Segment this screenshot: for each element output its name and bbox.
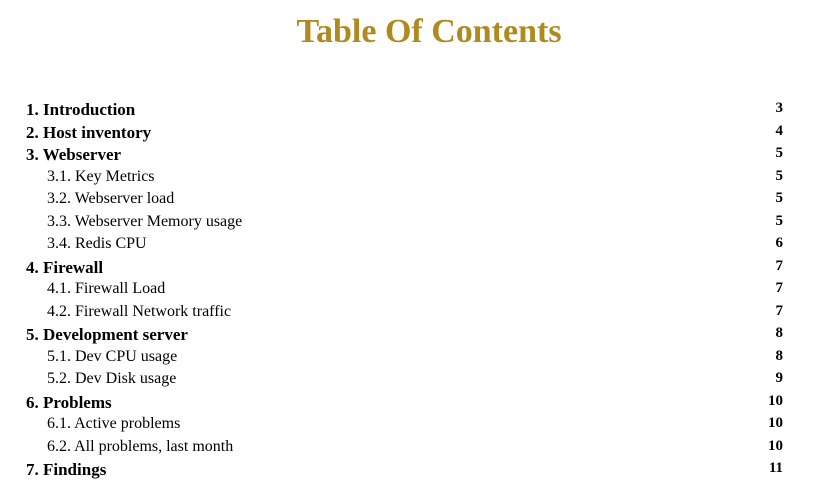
toc-entry-page-number: 6 (775, 235, 783, 251)
toc-entry-page-number: 5 (775, 190, 783, 206)
toc-entry-page-number: 7 (775, 280, 783, 296)
toc-list (0, 99, 830, 482)
toc-entry-page-number: 10 (768, 392, 783, 409)
toc-entry-page-number: 7 (775, 302, 783, 319)
toc-section-entry[interactable] (0, 392, 830, 415)
toc-entry-page-number: 5 (775, 145, 783, 161)
toc-subsection-entry[interactable] (0, 414, 830, 437)
toc-entry-page-number: 5 (775, 167, 783, 184)
toc-entry-page-number: 7 (775, 257, 783, 274)
toc-section-entry[interactable] (0, 122, 830, 145)
toc-entry-label[interactable]: 1. Introduction (26, 100, 136, 119)
toc-entry-page-number: 4 (775, 122, 783, 139)
toc-entry-label[interactable]: 4.2. Firewall Network traffic (47, 302, 232, 320)
toc-entry-page-number: 10 (768, 437, 783, 454)
toc-section-entry[interactable] (0, 257, 830, 280)
toc-entry-page-number: 11 (768, 460, 783, 476)
toc-subsection-entry[interactable] (0, 189, 830, 212)
toc-entry-label[interactable]: 5.1. Dev CPU usage (47, 347, 178, 365)
toc-subsection-entry[interactable] (0, 212, 830, 235)
toc-subsection-entry[interactable] (0, 347, 830, 370)
toc-section-entry[interactable] (0, 459, 830, 482)
page-title: Table Of Contents (296, 13, 562, 50)
toc-entry-label[interactable]: 3.2. Webserver load (47, 190, 175, 207)
toc-section-entry[interactable] (0, 144, 830, 167)
toc-entry-label[interactable]: 6. Problems (26, 392, 112, 412)
toc-section-entry[interactable] (0, 324, 830, 347)
toc-entry-label[interactable]: 2. Host inventory (26, 122, 152, 142)
toc-entry-page-number: 3 (775, 100, 783, 116)
toc-entry-label[interactable]: 4. Firewall (26, 257, 104, 277)
toc-entry-page-number: 8 (775, 347, 783, 364)
toc-subsection-entry[interactable] (0, 302, 830, 325)
toc-entry-label[interactable]: 6.2. All problems, last month (47, 437, 234, 455)
toc-entry-label[interactable]: 5.2. Dev Disk usage (47, 370, 177, 387)
toc-entry-label[interactable]: 4.1. Firewall Load (47, 280, 166, 297)
toc-subsection-entry[interactable] (0, 369, 830, 392)
toc-subsection-entry[interactable] (0, 167, 830, 190)
toc-section-entry[interactable] (0, 99, 830, 122)
toc-entry-label[interactable]: 5. Development server (26, 325, 188, 344)
toc-subsection-entry[interactable] (0, 234, 830, 257)
toc-entry-label[interactable]: 7. Findings (26, 460, 107, 479)
toc-entry-label[interactable]: 3.3. Webserver Memory usage (47, 212, 243, 230)
toc-entry-label[interactable]: 6.1. Active problems (47, 415, 181, 432)
toc-subsection-entry[interactable] (0, 437, 830, 460)
toc-entry-label[interactable]: 3. Webserver (26, 145, 122, 164)
toc-entry-page-number: 5 (775, 212, 783, 229)
toc-entry-label[interactable]: 3.1. Key Metrics (47, 167, 155, 185)
toc-entry-page-number: 9 (775, 370, 783, 386)
toc-entry-page-number: 10 (768, 415, 783, 431)
toc-entry-label[interactable]: 3.4. Redis CPU (47, 235, 147, 252)
toc-entry-page-number: 8 (775, 325, 783, 341)
toc-subsection-entry[interactable] (0, 279, 830, 302)
